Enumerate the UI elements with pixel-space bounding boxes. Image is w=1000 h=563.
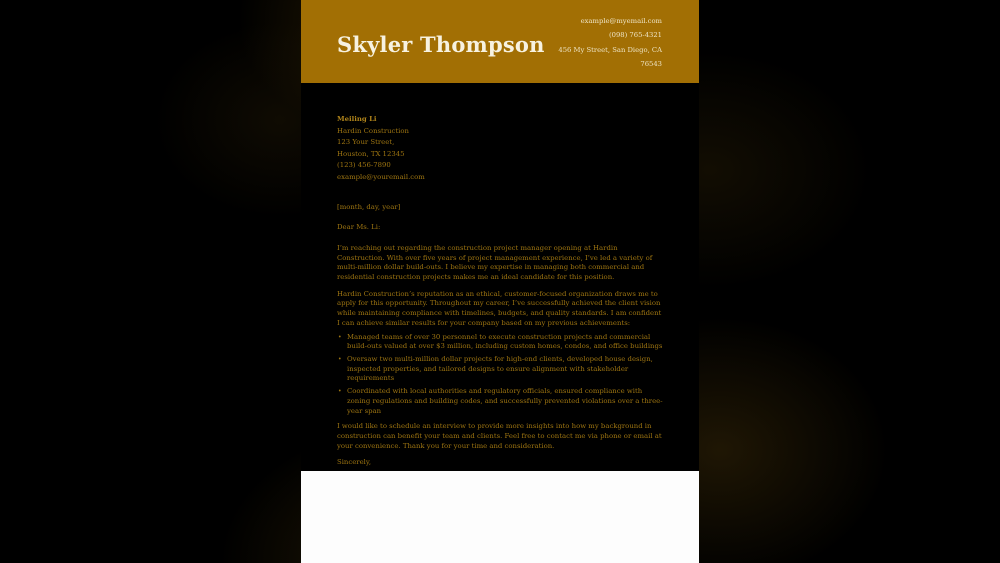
achievement-item: • Oversaw two multi-million dollar projects for high-end clients, developed house design, inspected properties, and tailored designs to ensure alignment with stakeholder requirements: [337, 355, 664, 384]
recipient-email: example@youremail.com: [337, 172, 425, 181]
sender-contact-block: [545, 14, 662, 72]
date-placeholder: [month, day, year]: [337, 202, 401, 211]
page-bottom-blank: [301, 471, 699, 563]
cover-letter-page: [301, 0, 699, 563]
salutation: Dear Ms. Li:: [337, 223, 381, 232]
letter-header: [301, 0, 699, 83]
achievement-list: [337, 333, 664, 417]
sender-address: 456 My Street, San Diego, CA 76543: [558, 45, 662, 68]
paragraph-intro: I’m reaching out regarding the construction project manager opening at Hardin Construction. With over five years of project management experience, I’ve led a variety of multi-million dollar build-outs. I believe my expertise in managing both commercial and residential construction projects makes me an ideal candidate for this position.: [337, 243, 653, 282]
recipient-block: [337, 114, 664, 184]
achievement-item: • Managed teams of over 30 personnel to execute construction projects and commercial build-outs valued at over $3 million, including custom homes, condos, and office buildings: [337, 333, 664, 352]
achievement-item: • Coordinated with local authorities and regulatory officials, ensured compliance with zoning regulations and building codes, and successfully prevented violations over a three-year span: [337, 387, 664, 416]
signoff: Sincerely,: [337, 458, 372, 467]
sender-name: Skyler Thompson: [337, 32, 545, 57]
recipient-phone: (123) 456-7890: [337, 161, 391, 170]
sender-email: example@myemail.com: [580, 16, 662, 25]
recipient-city: Houston, TX 12345: [337, 149, 405, 158]
sender-phone: (098) 765-4321: [608, 31, 662, 40]
recipient-name: Meiling Li: [337, 115, 377, 123]
recipient-street: 123 Your Street,: [337, 138, 395, 147]
paragraph-reputation: Hardin Construction’s reputation as an ethical, customer-focused organization draws me to apply for this opportunity. Throughout my career, I’ve successfully achieved the client vision while maintaining compliance with timelines, budgets, and quality standards. I am confident I can achieve similar results for your company based on my previous achievements:: [337, 289, 662, 327]
closing-paragraph: I would like to schedule an interview to provide more insights into how my background in construction can benefit your team and clients. Feel free to contact me via phone or email at your convenience. Thank you for your time and consideration.: [337, 422, 662, 450]
letter-body: [301, 83, 699, 471]
recipient-company: Hardin Construction: [337, 126, 409, 135]
